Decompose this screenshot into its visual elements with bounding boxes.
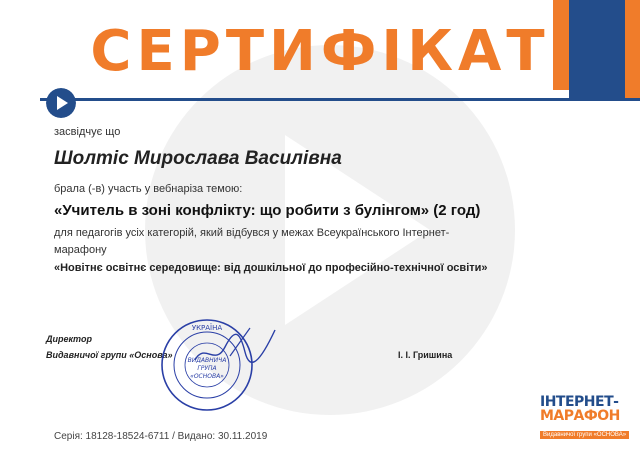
- certificate-title: СЕРТИФІКАТ: [90, 19, 550, 84]
- certifies-label: засвідчує що: [54, 126, 121, 138]
- signature-title-line-1: Директор: [46, 334, 92, 344]
- participated-label: брала (-в) участь у вебнаріза темою:: [54, 183, 243, 195]
- play-icon: [46, 88, 76, 118]
- internet-marathon-logo: [540, 395, 630, 445]
- description-line-2: марафону: [54, 244, 107, 256]
- stamp-center-1: ВИДАВНИЧА: [187, 357, 227, 364]
- marathon-name: «Новітнє освітнє середовище: від дошкільної до професійно-технічної освіти»: [54, 262, 488, 274]
- webinar-topic: «Учитель в зоні конфлікту: що робити з булінгом» (2 год): [54, 202, 481, 219]
- logo-line-1: ІНТЕРНЕТ-: [540, 394, 619, 410]
- stamp-center-3: «ОСНОВА»: [190, 373, 224, 380]
- logo-tagline: Видавничої групи «ОСНОВА»: [540, 431, 629, 439]
- official-stamp: [160, 318, 254, 412]
- description-line-1: для педагогів усіх категорій, який відбувся у межах Всеукраїнського Інтернет-: [54, 227, 450, 239]
- stamp-center-2: ГРУПА: [197, 365, 217, 372]
- stamp-country: УКРАЇНА: [191, 324, 223, 332]
- signature-title-line-2: Видавничої групи «Основа»: [46, 350, 173, 360]
- signatory-name: І. І. Гришина: [398, 350, 453, 360]
- recipient-name: Шолтіс Мирослава Василівна: [54, 148, 342, 169]
- logo-line-2: МАРАФОН: [540, 408, 620, 424]
- header-divider: [40, 98, 640, 101]
- serial-number: Серія: 18128-18524-6711 / Видано: 30.11.2019: [54, 431, 268, 442]
